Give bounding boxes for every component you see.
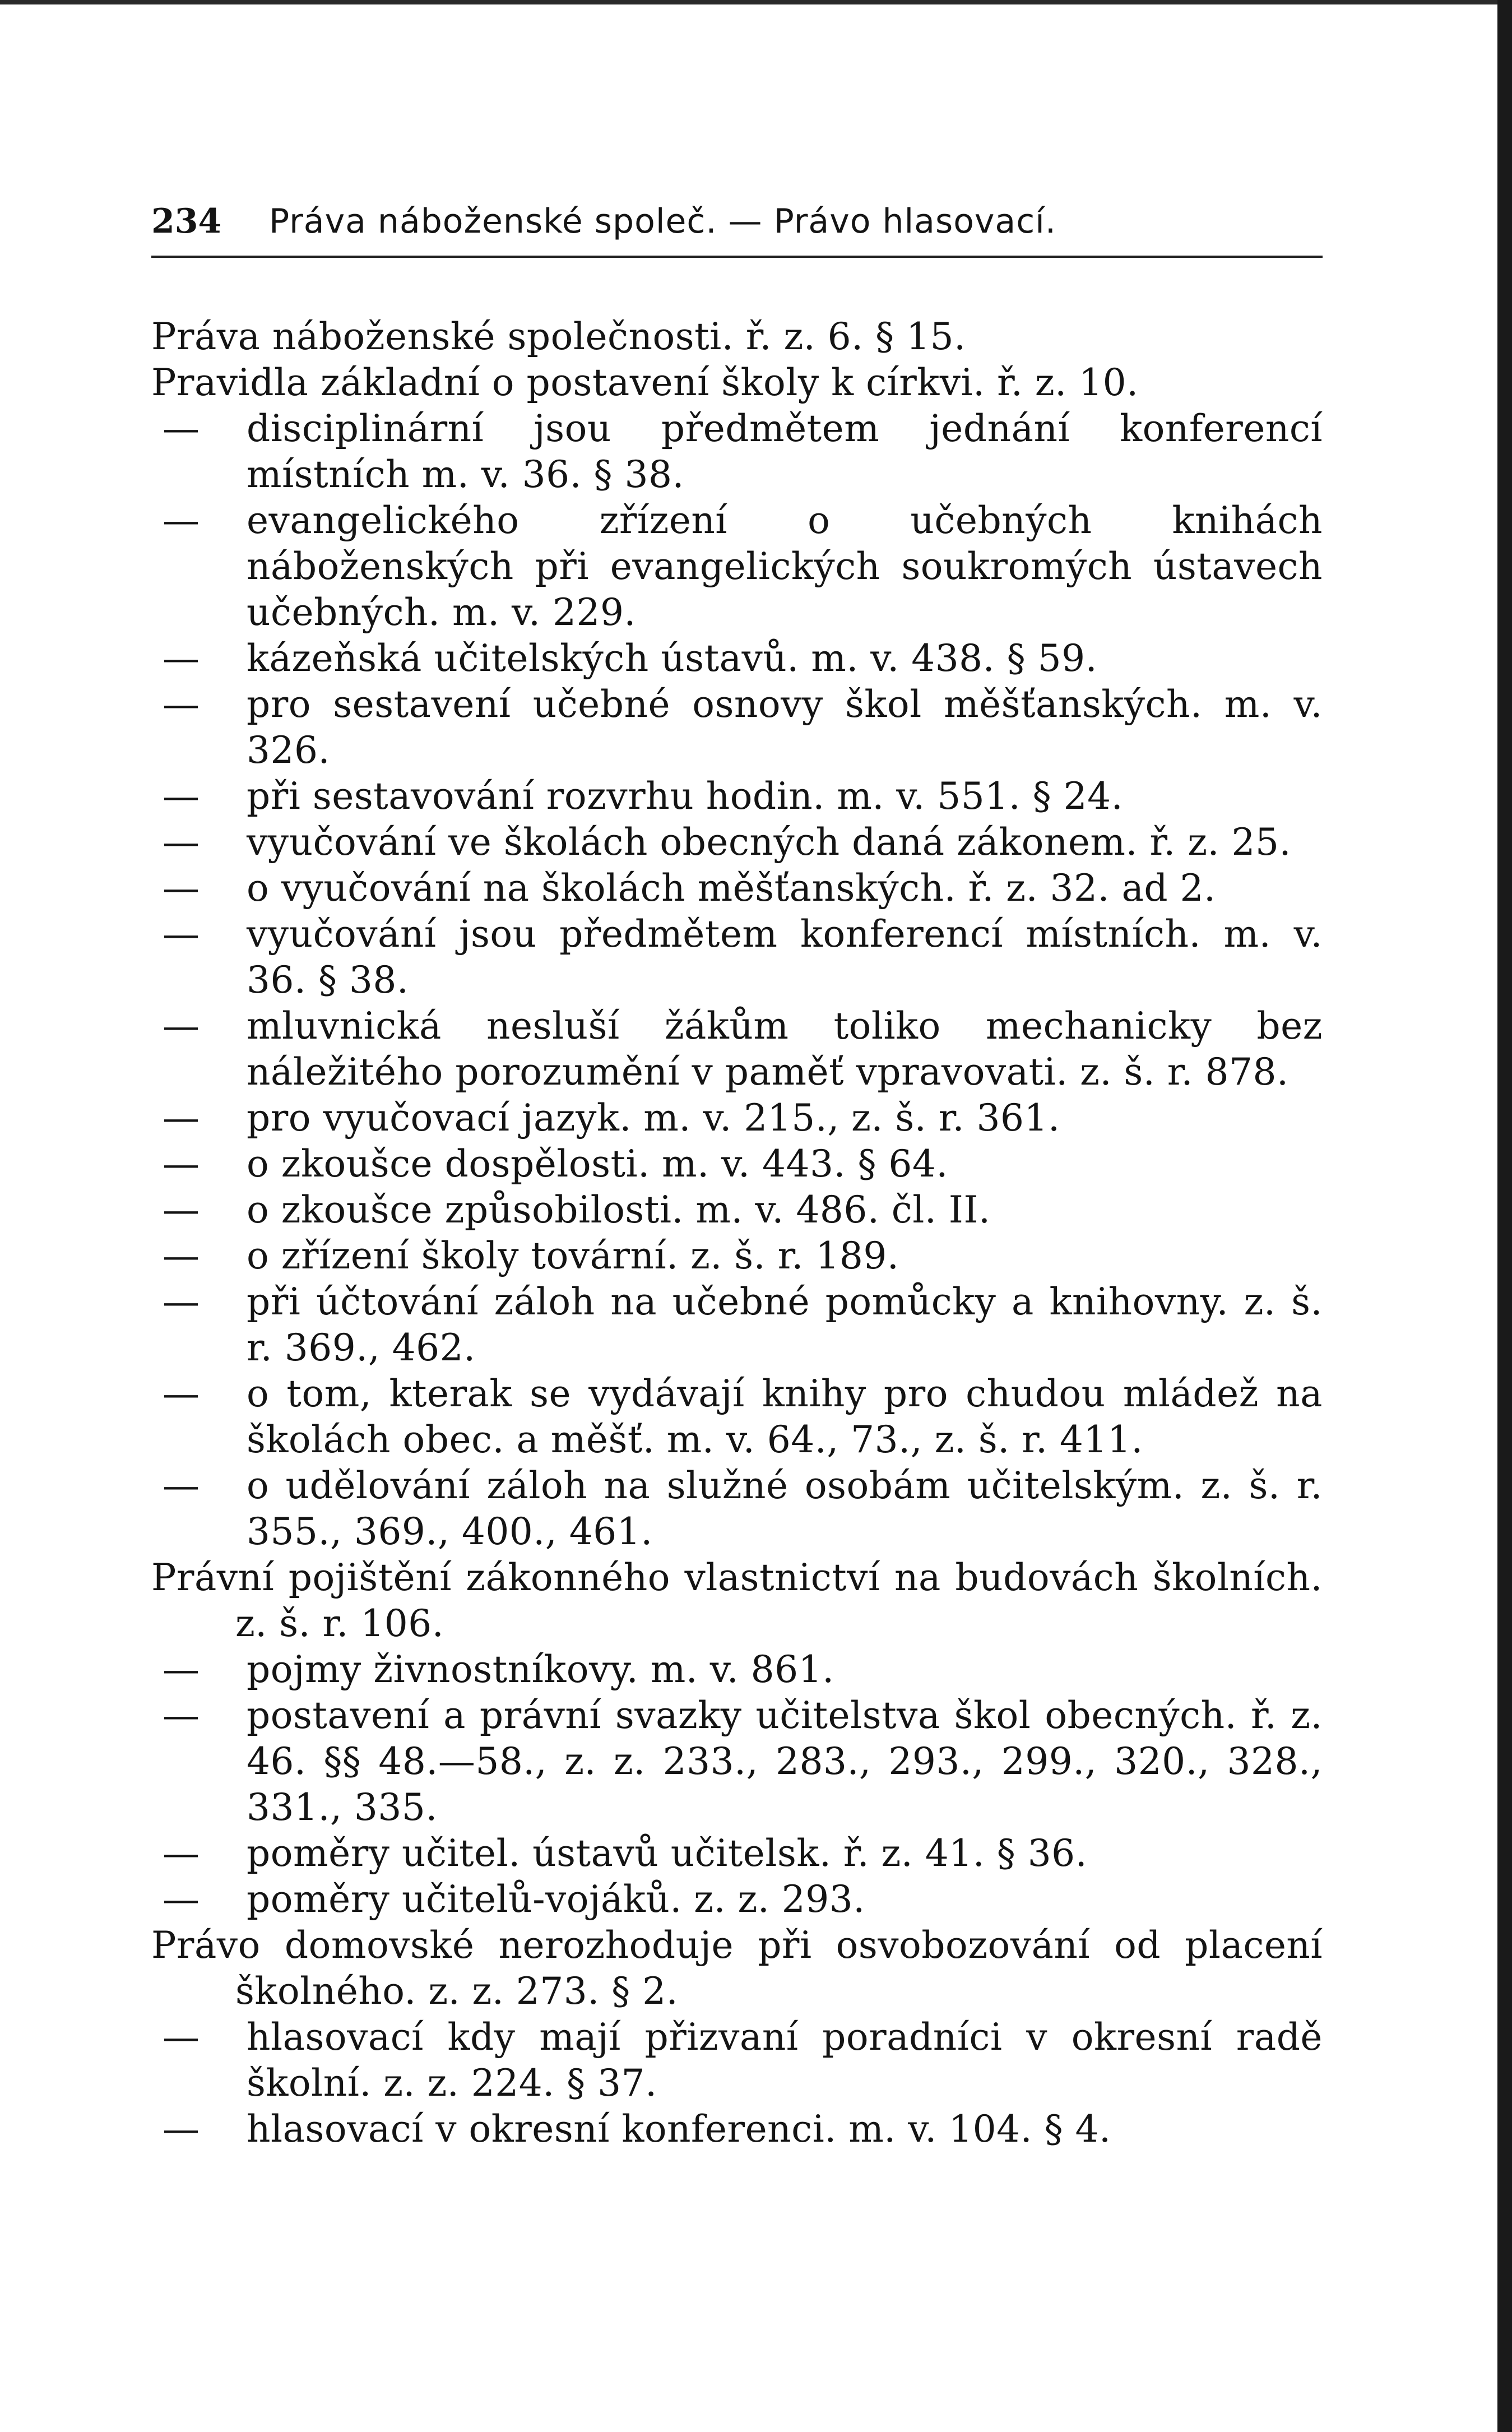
entry-text: o udělování záloh na služné osobám učitelským. z. š. r. 355., 369., 400., 461.	[247, 1464, 1323, 1553]
entry-dash: —	[163, 407, 200, 450]
scan-edge-top	[0, 0, 1512, 4]
entry-text: hlasovací kdy mají přizvaní poradníci v okresní radě školní. z. z. 224. § 37.	[247, 2016, 1323, 2105]
entry-text: hlasovací v okresní konferenci. m. v. 104. § 4.	[247, 2107, 1111, 2151]
index-sub-entry	[151, 911, 1323, 1003]
scan-edge-right	[1497, 0, 1512, 2432]
index-sub-entry	[151, 1693, 1323, 1831]
entry-text: při účtování záloh na učebné pomůcky a knihovny. z. š. r. 369., 462.	[247, 1280, 1323, 1369]
index-sub-entry	[151, 406, 1323, 498]
running-title: Práva náboženské společ. — Právo hlasovací.	[269, 202, 1056, 241]
entry-dash: —	[163, 1280, 200, 1323]
entry-text: o zřízení školy tovární. z. š. r. 189.	[247, 1234, 899, 1277]
index-sub-entry	[151, 498, 1323, 636]
entry-text: disciplinární jsou předmětem jednání konferencí místních m. v. 36. § 38.	[247, 407, 1323, 496]
entry-dash: —	[163, 683, 200, 726]
entry-text: pojmy živnostníkovy. m. v. 861.	[247, 1648, 834, 1691]
index-sub-entry	[151, 1463, 1323, 1555]
entry-dash: —	[163, 867, 200, 910]
entry-text: poměry učitel. ústavů učitelsk. ř. z. 41. § 36.	[247, 1832, 1088, 1875]
entry-text: pro sestavení učebné osnovy škol měšťanských. m. v. 326.	[247, 683, 1323, 772]
entry-dash: —	[163, 1004, 200, 1048]
entry-dash: —	[163, 1878, 200, 1921]
index-sub-entry	[151, 1831, 1323, 1877]
entry-text: vyučování ve školách obecných daná zákonem. ř. z. 25.	[247, 821, 1291, 864]
index-sub-entry	[151, 1141, 1323, 1187]
entry-dash: —	[163, 1096, 200, 1139]
entry-text: Práva náboženské společnosti. ř. z. 6. § 15.	[151, 315, 966, 358]
entry-dash: —	[163, 1648, 200, 1691]
entry-dash: —	[163, 1464, 200, 1507]
entry-text: Právo domovské nerozhoduje při osvobozování od placení školného. z. z. 273. § 2.	[151, 1924, 1323, 2013]
index-sub-entry	[151, 773, 1323, 819]
index-heading-entry	[151, 314, 1323, 360]
entry-text: postavení a právní svazky učitelstva škol obecných. ř. z. 46. §§ 48.—58., z. z. 233., 283., 293., 299., 320., 328., 331., 335.	[247, 1694, 1323, 1829]
entry-dash: —	[163, 1694, 200, 1737]
index-sub-entry	[151, 1279, 1323, 1371]
entry-dash: —	[163, 1832, 200, 1875]
index-entries	[151, 314, 1323, 2152]
index-sub-entry	[151, 1877, 1323, 1923]
entry-dash: —	[163, 637, 200, 680]
index-sub-entry	[151, 865, 1323, 911]
entry-dash: —	[163, 2016, 200, 2059]
header-rule	[151, 256, 1323, 258]
entry-text: Pravidla základní o postavení školy k církvi. ř. z. 10.	[151, 361, 1139, 404]
book-page	[151, 202, 1323, 2152]
index-heading-entry	[151, 1923, 1323, 2014]
index-sub-entry	[151, 2106, 1323, 2152]
entry-text: kázeňská učitelských ústavů. m. v. 438. § 59.	[247, 637, 1098, 680]
entry-text: o vyučování na školách měšťanských. ř. z. 32. ad 2.	[247, 867, 1216, 910]
entry-dash: —	[163, 499, 200, 542]
page-header	[151, 202, 1323, 252]
entry-text: o tom, kterak se vydávají knihy pro chudou mládež na školách obec. a měšť. m. v. 64., 73., z. š. r. 411.	[247, 1372, 1323, 1461]
index-sub-entry	[151, 1371, 1323, 1463]
entry-dash: —	[163, 1372, 200, 1415]
entry-dash: —	[163, 1234, 200, 1277]
entry-text: pro vyučovací jazyk. m. v. 215., z. š. r. 361.	[247, 1096, 1060, 1139]
entry-text: při sestavování rozvrhu hodin. m. v. 551. § 24.	[247, 775, 1124, 818]
page-number: 234	[151, 202, 222, 241]
entry-dash: —	[163, 1188, 200, 1231]
entry-text: vyučování jsou předmětem konferencí místních. m. v. 36. § 38.	[247, 912, 1323, 1002]
entry-dash: —	[163, 821, 200, 864]
entry-dash: —	[163, 775, 200, 818]
index-sub-entry	[151, 682, 1323, 773]
index-sub-entry	[151, 1003, 1323, 1095]
entry-dash: —	[163, 912, 200, 956]
entry-text: mluvnická nesluší žákům toliko mechanicky bez náležitého porozumění v paměť vpravovati. z. š. r. 878.	[247, 1004, 1323, 1094]
index-sub-entry	[151, 819, 1323, 865]
index-sub-entry	[151, 1233, 1323, 1279]
entry-text: o zkoušce dospělosti. m. v. 443. § 64.	[247, 1142, 948, 1185]
index-heading-entry	[151, 360, 1323, 406]
index-sub-entry	[151, 1095, 1323, 1141]
index-sub-entry	[151, 1187, 1323, 1233]
entry-dash: —	[163, 2107, 200, 2151]
entry-text: Právní pojištění zákonného vlastnictví na budovách školních. z. š. r. 106.	[151, 1556, 1323, 1645]
entry-text: evangelického zřízení o učebných knihách náboženských při evangelických soukromých ústavech učebných. m. v. 229.	[247, 499, 1323, 634]
index-sub-entry	[151, 636, 1323, 682]
index-sub-entry	[151, 1647, 1323, 1693]
entry-dash: —	[163, 1142, 200, 1185]
entry-text: poměry učitelů-vojáků. z. z. 293.	[247, 1878, 865, 1921]
index-heading-entry	[151, 1555, 1323, 1647]
index-sub-entry	[151, 2014, 1323, 2106]
entry-text: o zkoušce způsobilosti. m. v. 486. čl. II.	[247, 1188, 991, 1231]
